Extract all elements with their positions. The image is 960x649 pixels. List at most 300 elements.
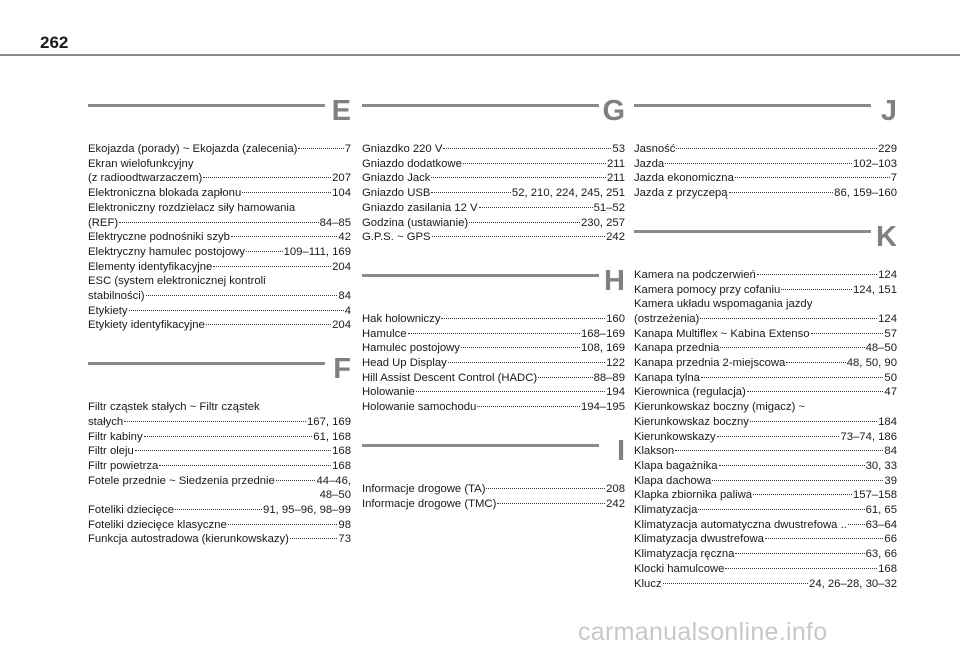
entry-text: Hak holowniczy <box>362 312 441 325</box>
entry-text: Foteliki dziecięce klasyczne <box>88 518 227 531</box>
page-number: 262 <box>40 33 69 52</box>
dot-leader <box>753 494 852 495</box>
entry-text: stałych <box>88 415 124 428</box>
entry-pages: 84 <box>884 445 897 458</box>
dot-leader <box>231 236 338 237</box>
dot-leader <box>431 177 606 178</box>
entry-pages: 194 <box>606 386 625 399</box>
entry-text: Head Up Display <box>362 357 447 370</box>
index-entry <box>634 268 897 283</box>
entry-text-line: Ekran wielofunkcyjny <box>88 157 194 170</box>
dot-leader <box>290 538 338 539</box>
entry-row <box>634 459 897 474</box>
entry-row <box>362 400 625 415</box>
entry-pages: 168 <box>878 562 897 575</box>
dot-leader <box>719 465 865 466</box>
entry-pages: 86, 159–160 <box>834 187 897 200</box>
index-entry <box>362 385 625 400</box>
entry-pages: 84 <box>338 290 351 303</box>
entry-row <box>88 444 351 459</box>
dot-leader <box>676 148 877 149</box>
dot-leader <box>765 538 883 539</box>
dot-leader <box>477 406 580 407</box>
entry-row <box>88 532 351 547</box>
entry-text: Kanapa tylna <box>634 371 700 384</box>
entry-pages: 124, 151 <box>853 283 897 296</box>
index-section-f <box>88 353 351 547</box>
entry-pages: 91, 95–96, 98–99 <box>263 504 351 517</box>
entry-row <box>634 371 897 386</box>
header-rule <box>0 54 960 56</box>
entry-pages: 124 <box>878 268 897 281</box>
index-section-h <box>362 264 625 415</box>
dot-leader <box>663 583 808 584</box>
section-rule <box>88 104 325 107</box>
entry-pages: 122 <box>606 357 625 370</box>
entry-row <box>634 157 897 172</box>
index-entry <box>634 459 897 474</box>
entry-row <box>634 503 897 518</box>
dot-leader <box>848 524 865 525</box>
entry-row <box>362 216 625 231</box>
index-entry <box>362 497 625 512</box>
index-entry <box>88 318 351 333</box>
dot-leader <box>135 450 331 451</box>
entry-row <box>362 201 625 216</box>
entry-pages: 24, 26–28, 30–32 <box>809 577 897 590</box>
section-letter: J <box>880 95 897 127</box>
entry-pages: 102–103 <box>853 157 897 170</box>
entry-text: Elektryczne podnośniki szyb <box>88 231 230 244</box>
entry-pages: 160 <box>606 312 625 325</box>
index-entry <box>88 186 351 201</box>
entry-pages: 109–111, 169 <box>283 245 351 258</box>
entry-text: Kanapa Multiflex ~ Kabina Extenso <box>634 327 810 340</box>
entry-row <box>362 142 625 157</box>
entry-text: (ostrzeżenia) <box>634 312 700 325</box>
entry-row <box>634 268 897 283</box>
entry-text: Klapka zbiornika paliwa <box>634 489 753 502</box>
dot-leader <box>175 509 262 510</box>
entry-row <box>634 518 897 533</box>
entry-row <box>634 488 897 503</box>
section-letter: K <box>876 220 897 253</box>
entry-row <box>88 289 351 304</box>
entry-pages: 98 <box>338 518 351 531</box>
dot-leader <box>461 347 580 348</box>
entry-row <box>362 157 625 172</box>
entry-text: Hamulce <box>362 327 407 340</box>
index-entry <box>634 430 897 445</box>
index-column-2 <box>362 95 625 537</box>
entry-pages: 229 <box>878 143 897 155</box>
dot-leader <box>720 347 864 348</box>
entry-pages: 7 <box>890 172 897 185</box>
entry-row <box>634 547 897 562</box>
entry-row <box>88 216 351 231</box>
entry-text: Jazda z przyczepą <box>634 187 728 200</box>
index-entry <box>362 157 625 172</box>
dot-leader <box>781 289 852 290</box>
index-entry <box>88 142 351 157</box>
entry-row <box>88 230 351 245</box>
entry-text: Klimatyzacja <box>634 504 698 517</box>
entry-text: Kierunkowskaz boczny <box>634 415 749 428</box>
entry-text: Gniazdo USB <box>362 187 431 200</box>
entry-pages: 208 <box>606 482 625 495</box>
dot-leader <box>206 324 331 325</box>
entry-pages: 124 <box>878 312 897 325</box>
entry-row <box>88 518 351 533</box>
index-entry <box>88 260 351 275</box>
entry-pages: 184 <box>878 415 897 428</box>
dot-leader <box>443 148 611 149</box>
index-entry <box>634 157 897 172</box>
entry-row <box>88 142 351 157</box>
entry-text: Gniazdo zasilania 12 V <box>362 201 478 214</box>
index-entry <box>88 503 351 518</box>
entry-text-line: ESC (system elektronicznej kontroli <box>88 275 266 288</box>
entry-text: Hill Assist Descent Control (HADC) <box>362 371 538 384</box>
entry-pages: 84–85 <box>319 216 351 229</box>
dot-leader <box>747 391 884 392</box>
entry-pages: 88–89 <box>593 371 625 384</box>
index-entry <box>88 518 351 533</box>
section-header <box>362 434 625 477</box>
entry-row <box>88 430 351 445</box>
index-entry <box>634 142 897 157</box>
dot-leader <box>698 509 864 510</box>
entry-text: Kamera na podczerwień <box>634 268 756 281</box>
entry-row <box>362 497 625 512</box>
entry-text: Jazda <box>634 157 665 170</box>
section-rule <box>88 362 325 365</box>
index-entry <box>634 532 897 547</box>
index-entry <box>88 459 351 474</box>
index-entry <box>634 356 897 371</box>
entry-pages: 104 <box>332 187 351 200</box>
entry-row <box>362 312 625 327</box>
dot-leader <box>717 436 840 437</box>
section-letter: G <box>602 95 625 127</box>
entry-row <box>634 171 897 186</box>
entry-text: Klapa dachowa <box>634 474 712 487</box>
entry-pages: 108, 169 <box>581 342 625 355</box>
entry-row <box>88 171 351 186</box>
dot-leader <box>408 333 580 334</box>
section-header <box>362 95 625 137</box>
entry-text: Klimatyzacja dwustrefowa <box>634 533 764 546</box>
entry-text: Fotele przednie ~ Siedzenia przednie <box>88 474 275 487</box>
index-entry <box>634 562 897 577</box>
entry-row <box>634 444 897 459</box>
index-entry <box>88 400 351 429</box>
index-entry <box>362 327 625 342</box>
entry-text: Kamera pomocy przy cofaniu <box>634 283 781 296</box>
entry-row <box>634 577 897 592</box>
dot-leader <box>448 362 605 363</box>
entry-pages: 204 <box>332 319 351 332</box>
entry-pages: 242 <box>606 231 625 244</box>
dot-leader <box>735 177 890 178</box>
entry-row <box>634 142 897 157</box>
section-rule <box>362 274 599 277</box>
index-entry <box>88 157 351 186</box>
entry-row <box>88 503 351 518</box>
entry-pages: 61, 168 <box>313 430 351 443</box>
entry-text: Etykiety identyfikacyjne <box>88 319 205 332</box>
entry-row <box>88 474 351 489</box>
entry-pages: 7 <box>344 143 351 155</box>
section-letter: F <box>333 353 351 386</box>
dot-leader <box>146 295 338 296</box>
dot-leader <box>416 391 605 392</box>
entry-pages: 211 <box>606 157 625 170</box>
entry-pages: 207 <box>332 172 351 185</box>
entry-text: Ekojazda (porady) ~ Ekojazda (zalecenia) <box>88 143 298 155</box>
entry-text: Holowanie samochodu <box>362 401 477 414</box>
index-entry <box>634 444 897 459</box>
dot-leader <box>497 503 605 504</box>
dot-leader <box>675 450 883 451</box>
section-letter: E <box>331 95 351 127</box>
index-entry <box>88 532 351 547</box>
entry-text-line: Kamera układu wspomagania jazdy <box>634 298 813 311</box>
index-entry <box>88 245 351 260</box>
section-rule <box>362 104 599 107</box>
section-header <box>634 95 897 137</box>
index-entry <box>634 518 897 533</box>
entry-row <box>88 318 351 333</box>
dot-leader <box>246 251 283 252</box>
dot-leader <box>735 553 864 554</box>
entry-pages: 73 <box>338 533 351 546</box>
dot-leader <box>729 192 834 193</box>
dot-leader <box>665 163 852 164</box>
entry-row <box>88 459 351 474</box>
index-section-e <box>88 95 351 333</box>
index-entry <box>362 171 625 186</box>
index-column-3 <box>634 95 897 617</box>
entry-pages: 47 <box>884 386 897 399</box>
entry-row <box>634 532 897 547</box>
entry-text: Klimatyzacja automatyczna dwustrefowa .. <box>634 518 847 531</box>
index-section-i <box>362 434 625 511</box>
index-entry <box>634 186 897 201</box>
entry-pages: 204 <box>332 260 351 273</box>
dot-leader <box>712 480 883 481</box>
index-entry <box>634 327 897 342</box>
index-entry <box>362 201 625 216</box>
dot-leader <box>228 524 338 525</box>
entry-row <box>634 327 897 342</box>
entry-text: Gniazdo dodatkowe <box>362 157 462 170</box>
entry-row <box>362 171 625 186</box>
dot-leader <box>432 236 606 237</box>
index-entry <box>362 371 625 386</box>
entry-pages: 39 <box>884 474 897 487</box>
dot-leader <box>469 222 580 223</box>
dot-leader <box>757 274 877 275</box>
entry-text: Klocki hamulcowe <box>634 562 725 575</box>
entry-row <box>634 415 897 430</box>
index-entry <box>88 444 351 459</box>
index-entry <box>362 230 625 245</box>
entry-pages: 242 <box>606 497 625 510</box>
entry-text: Klucz <box>634 577 662 590</box>
entry-row <box>362 186 625 201</box>
entry-text: Kanapa przednia 2-miejscowa <box>634 357 786 370</box>
index-entry <box>634 503 897 518</box>
index-entry <box>362 400 625 415</box>
index-entry <box>88 474 351 503</box>
index-entry <box>88 304 351 319</box>
entry-text: Jazda ekonomiczna <box>634 172 734 185</box>
index-entry <box>88 274 351 303</box>
dot-leader <box>786 362 845 363</box>
entry-pages: 63, 66 <box>865 548 897 561</box>
entry-text: Gniazdko 220 V <box>362 143 443 155</box>
dot-leader <box>486 488 605 489</box>
dot-leader <box>213 266 331 267</box>
entry-text: Godzina (ustawianie) <box>362 216 469 229</box>
section-header <box>88 95 351 137</box>
entry-pages: 30, 33 <box>865 459 897 472</box>
index-entry <box>362 142 625 157</box>
entry-row <box>88 186 351 201</box>
entry-row <box>362 356 625 371</box>
dot-leader <box>750 421 877 422</box>
entry-text-line: Elektroniczny rozdzielacz siły hamowania <box>88 201 296 214</box>
entry-pages-continued: 48–50 <box>319 489 351 502</box>
entry-row <box>88 304 351 319</box>
index-section-j <box>634 95 897 201</box>
entry-text: Holowanie <box>362 386 415 399</box>
entry-pages: 61, 65 <box>865 504 897 517</box>
entry-row <box>362 327 625 342</box>
index-entry <box>634 297 897 326</box>
entry-text: Foteliki dziecięce <box>88 504 175 517</box>
entry-pages: 168 <box>332 459 351 472</box>
entry-pages: 230, 257 <box>581 216 625 229</box>
entry-row <box>88 260 351 275</box>
index-entry <box>362 312 625 327</box>
entry-text: G.P.S. ~ GPS <box>362 231 431 244</box>
entry-text: Kanapa przednia <box>634 342 720 355</box>
entry-text: Filtr kabiny <box>88 430 143 443</box>
entry-row <box>362 482 625 497</box>
entry-pages: 168–169 <box>581 327 625 340</box>
index-section-g <box>362 95 625 245</box>
dot-leader <box>463 163 606 164</box>
entry-pages: 168 <box>332 445 351 458</box>
entry-pages: 53 <box>612 143 625 155</box>
index-entry <box>634 341 897 356</box>
section-rule <box>634 230 871 233</box>
entry-text: Filtr powietrza <box>88 459 159 472</box>
dot-leader <box>129 310 344 311</box>
index-entry <box>634 400 897 429</box>
index-entry <box>362 341 625 356</box>
entry-text: Hamulec postojowy <box>362 342 460 355</box>
section-letter: I <box>616 434 625 467</box>
entry-row <box>634 474 897 489</box>
entry-row <box>634 562 897 577</box>
entry-text: Kierownica (regulacja) <box>634 386 746 399</box>
entry-row <box>634 385 897 400</box>
entry-pages: 73–74, 186 <box>840 430 897 443</box>
entry-row <box>362 371 625 386</box>
index-entry <box>362 216 625 231</box>
dot-leader <box>431 192 510 193</box>
dot-leader <box>124 421 306 422</box>
entry-pages: 63–64 <box>865 518 897 531</box>
index-entry <box>634 171 897 186</box>
entry-row <box>634 341 897 356</box>
index-entry <box>362 186 625 201</box>
index-entry <box>634 488 897 503</box>
dot-leader <box>159 465 331 466</box>
entry-pages: 42 <box>338 231 351 244</box>
entry-text: Filtr oleju <box>88 445 134 458</box>
entry-text-line: Kierunkowskaz boczny (migacz) ~ <box>634 401 806 414</box>
entry-row <box>362 341 625 356</box>
section-header <box>634 220 897 263</box>
dot-leader <box>298 148 343 149</box>
dot-leader <box>701 377 883 378</box>
dot-leader <box>725 568 877 569</box>
index-entry <box>634 283 897 298</box>
watermark: carmanualsonline.info <box>578 618 828 646</box>
entry-text: Informacje drogowe (TMC) <box>362 497 497 510</box>
entry-text: Klakson <box>634 445 675 458</box>
entry-row <box>88 415 351 430</box>
entry-text-line: Filtr cząstek stałych ~ Filtr cząstek <box>88 401 260 414</box>
entry-row <box>88 245 351 260</box>
entry-pages: 4 <box>344 304 351 317</box>
index-entry <box>634 371 897 386</box>
dot-leader <box>441 318 605 319</box>
entry-pages: 48, 50, 90 <box>846 357 897 370</box>
entry-pages: 44–46, <box>316 474 351 487</box>
section-header <box>88 353 351 395</box>
entry-pages: 51–52 <box>593 201 625 214</box>
entry-text: Elektroniczna blokada zapłonu <box>88 187 242 200</box>
entry-pages: 50 <box>884 371 897 384</box>
section-rule <box>634 104 871 107</box>
entry-text: Kierunkowskazy <box>634 430 716 443</box>
dot-leader <box>203 177 331 178</box>
entry-pages: 167, 169 <box>307 415 351 428</box>
dot-leader <box>276 480 316 481</box>
entry-text: stabilności) <box>88 290 145 303</box>
entry-text: Gniazdo Jack <box>362 172 431 185</box>
entry-row <box>634 283 897 298</box>
entry-text: Funkcja autostradowa (kierunkowskazy) <box>88 533 289 546</box>
dot-leader <box>479 207 593 208</box>
entry-pages: 48–50 <box>865 342 897 355</box>
entry-text: Jasność <box>634 143 676 155</box>
dot-leader <box>700 318 877 319</box>
entry-row <box>634 356 897 371</box>
entry-text: Informacje drogowe (TA) <box>362 482 486 495</box>
dot-leader <box>119 222 318 223</box>
entry-pages: 211 <box>606 172 625 185</box>
dot-leader <box>242 192 331 193</box>
entry-row <box>634 186 897 201</box>
index-entry <box>88 430 351 445</box>
entry-pages: 157–158 <box>853 489 897 502</box>
